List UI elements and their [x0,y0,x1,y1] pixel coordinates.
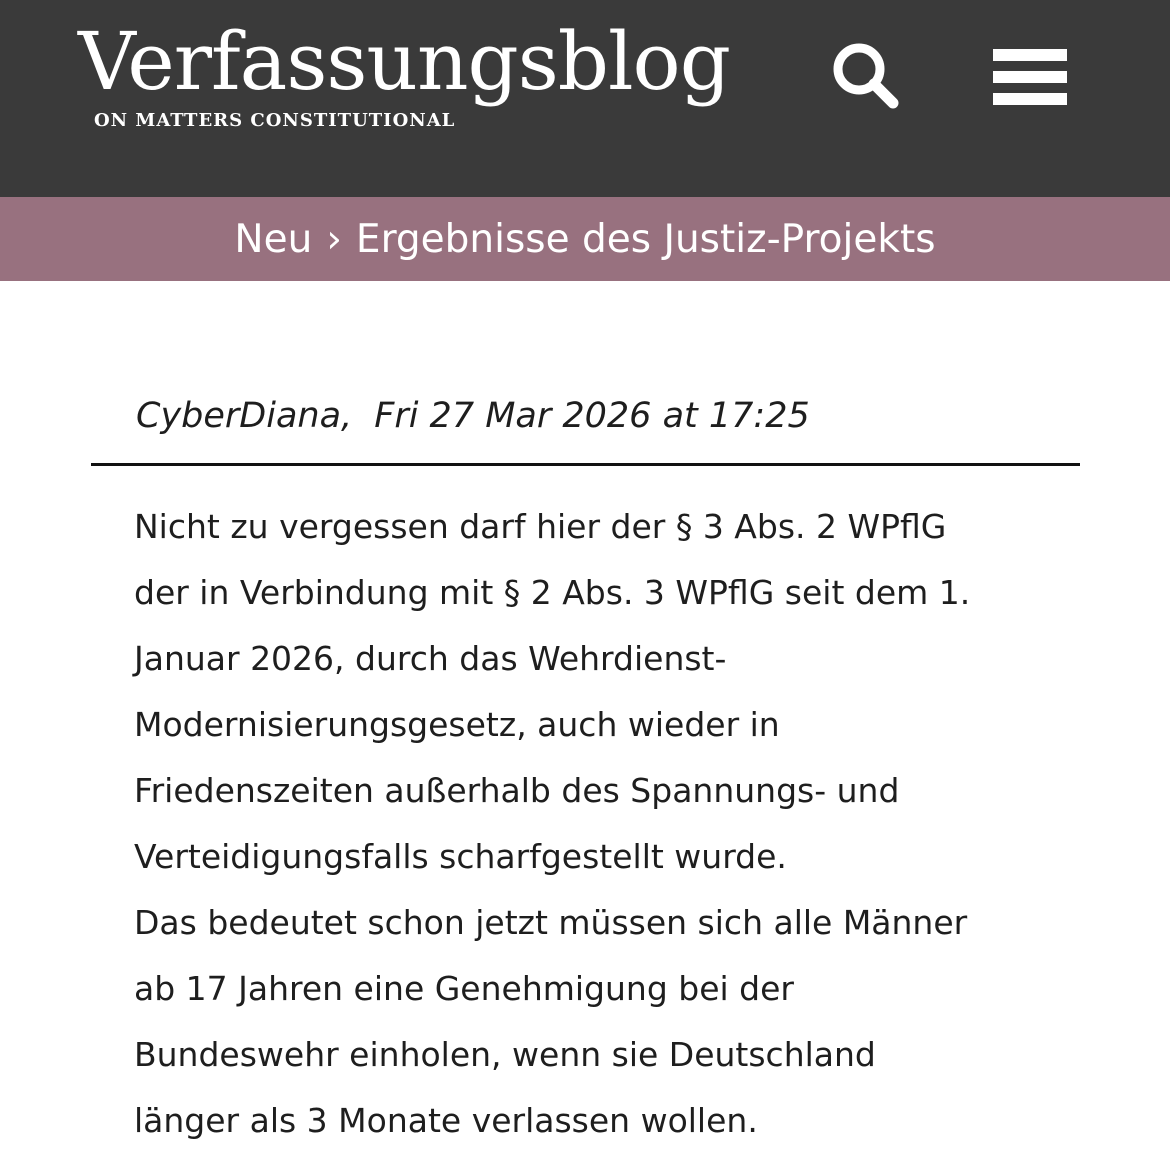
comment-divider [91,463,1080,466]
search-button[interactable] [826,36,906,116]
logo-title[interactable]: Verfassungsblog [78,15,730,108]
comment-line: Januar 2026, durch das Wehrdienst- [134,639,727,678]
comment-body [134,494,1124,1154]
breadcrumb-separator: › [326,216,342,262]
comment-line: Nicht zu vergessen darf hier der § 3 Abs. 2 WPflG [134,507,947,546]
breadcrumb-item-neu[interactable]: Neu [234,216,313,262]
comment-line: länger als 3 Monate verlassen wollen. [134,1101,758,1140]
comment-line: ab 17 Jahren eine Genehmigung bei der [134,969,794,1008]
comment-line: Modernisierungsgesetz, auch wieder in [134,705,780,744]
breadcrumb [0,197,1170,281]
comment-author[interactable]: CyberDiana [136,396,342,436]
logo-tagline: ON MATTERS CONSTITUTIONAL [94,110,456,131]
menu-button[interactable] [986,44,1074,110]
hamburger-menu-icon [986,44,1074,110]
comment-date[interactable]: Fri 27 Mar 2026 at 17:25 [374,396,810,436]
site-header [0,0,1170,197]
comment-line: der in Verbindung mit § 2 Abs. 3 WPflG seit dem 1. [134,573,971,612]
comment-line: Verteidigungsfalls scharfgestellt wurde. [134,837,787,876]
comment-line: Bundeswehr einholen, wenn sie Deutschland [134,1035,876,1074]
search-icon [826,36,906,116]
comment-meta-separator: , [341,396,353,436]
breadcrumb-item-justiz-projekt[interactable]: Ergebnisse des Justiz-Projekts [355,216,936,262]
site-logo[interactable] [78,14,778,144]
comment-line: Friedenszeiten außerhalb des Spannungs- und [134,771,900,810]
comment-meta [136,388,810,444]
comment-line: Das bedeutet schon jetzt müssen sich alle Männer [134,903,968,942]
